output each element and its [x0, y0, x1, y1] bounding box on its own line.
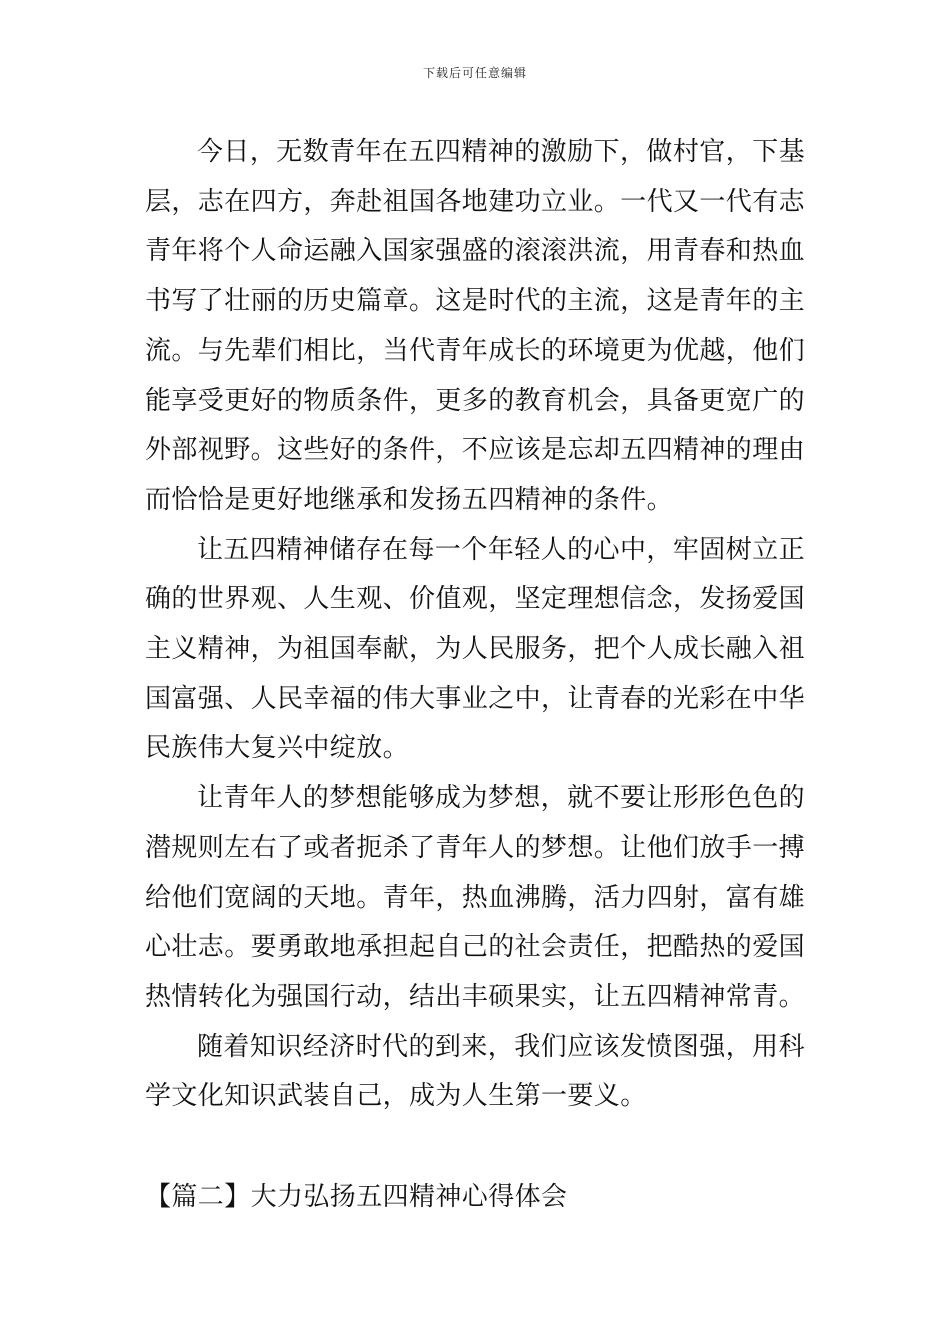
paragraph-4: 随着知识经济时代的到来，我们应该发愤图强，用科学文化知识武装自己，成为人生第一要义。 [145, 1031, 805, 1112]
section-heading: 【篇二】大力弘扬五四精神心得体会 [145, 1182, 568, 1212]
page-header: 下载后可任意编辑 [422, 66, 527, 80]
document-body [145, 128, 805, 1122]
paragraph-3: 让青年人的梦想能够成为梦想，就不要让形形色色的潜规则左右了或者扼杀了青年人的梦想。让他们放手一搏给他们宽阔的天地。青年，热血沸腾，活力四射，富有雄心壮志。要勇敢地承担起自己的社会责任，把酷热的爱国热情转化为强国行动，结出丰硕果实，让五四精神常青。 [145, 783, 806, 1012]
paragraph-1: 今日，无数青年在五四精神的激励下，做村官，下基层，志在四方，奔赴祖国各地建功立业。一代又一代有志青年将个人命运融入国家强盛的滚滚洪流，用青春和热血书写了壮丽的历史篇章。这是时代的主流，这是青年的主流。与先辈们相比，当代青年成长的环境更为优越，他们能享受更好的物质条件，更多的教育机会，具备更宽广的外部视野。这些好的条件，不应该是忘却五四精神的理由而恰恰是更好地继承和发扬五四精神的条件。 [145, 137, 806, 515]
paragraph-2: 让五四精神储存在每一个年轻人的心中，牢固树立正确的世界观、人生观、价值观，坚定理想信念，发扬爱国主义精神，为祖国奉献，为人民服务，把个人成长融入祖国富强、人民幸福的伟大事业之中，让青春的光彩在中华民族伟大复兴中绽放。 [145, 534, 806, 764]
